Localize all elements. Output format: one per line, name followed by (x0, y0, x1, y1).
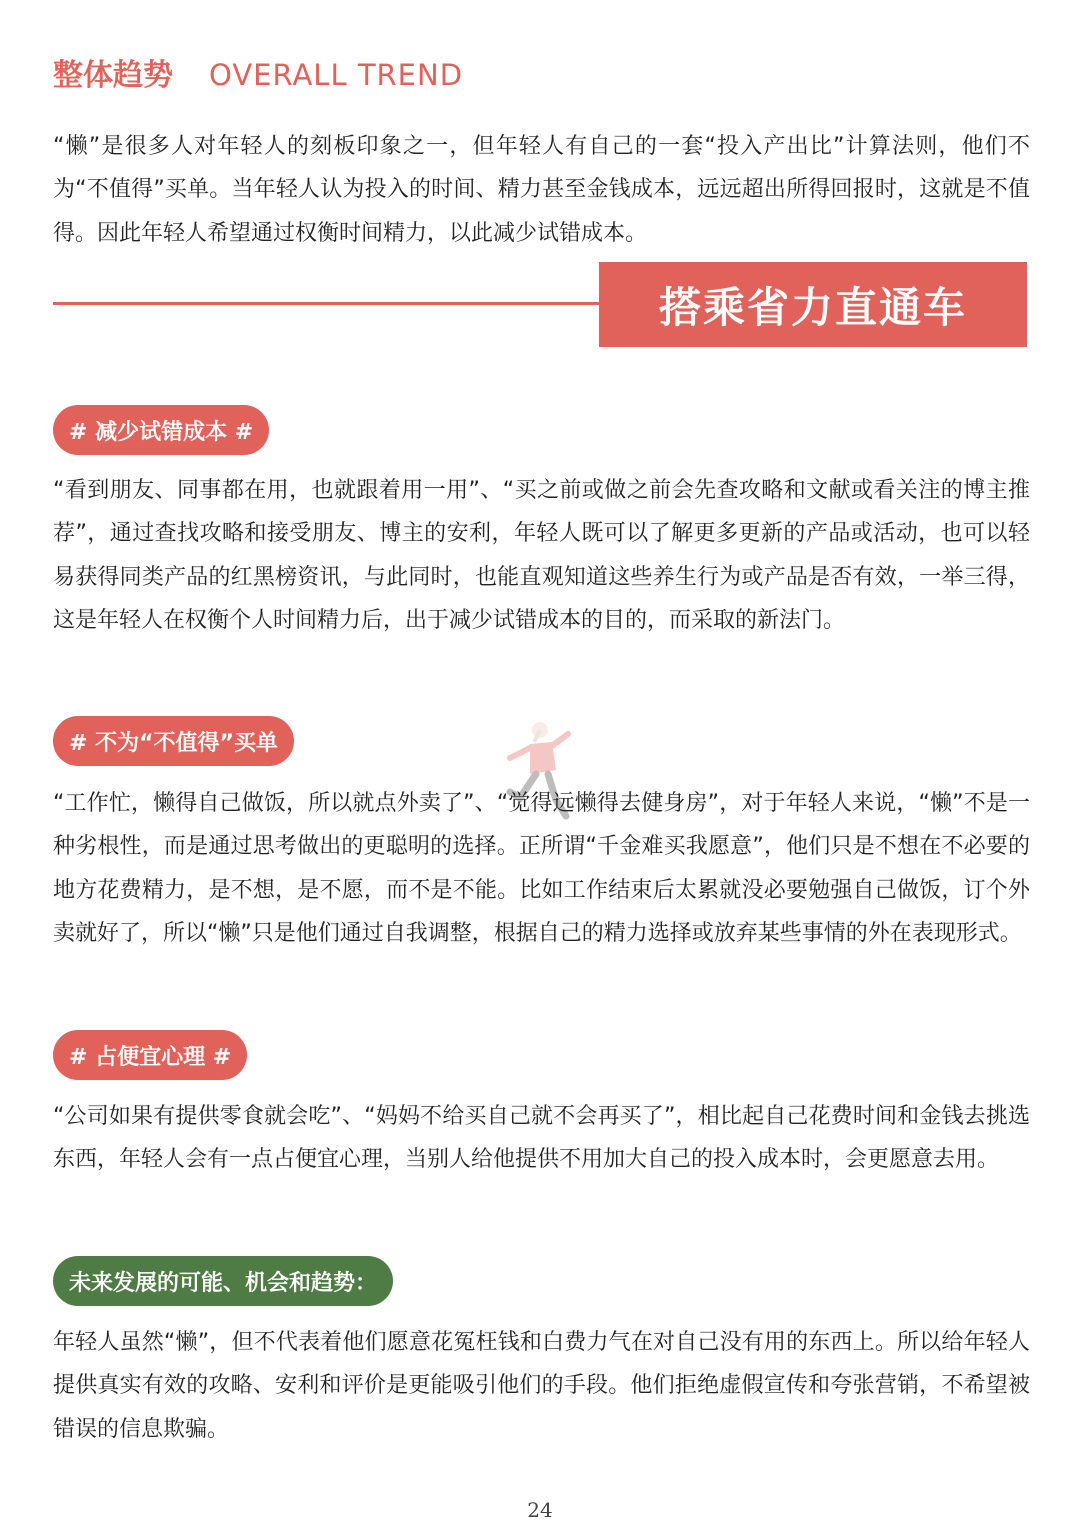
topic-tag-reduce-trial-cost: # 减少试错成本 # (53, 405, 269, 455)
header-title-cn: 整体趋势 (53, 58, 173, 93)
section-divider-line (53, 302, 613, 305)
topic-paragraph-reduce-trial-cost: “看到朋友、同事都在用，也就跟着用一用”、“买之前或做之前会先查攻略和文献或看关注的博主推荐”，通过查找攻略和接受朋友、博主的安利，年轻人既可以了解更多更新的产品或活动，也可以轻易获得同类产品的红黑榜资讯，与此同时，也能直观知道这些养生行为或产品是否有效，一举三得，这是年轻人在权衡个人时间精力后，出于减少试错成本的目的，而采取的新法门。 (53, 478, 1030, 633)
page-number: 24 (527, 1498, 553, 1522)
future-trend-tag: 未来发展的可能、机会和趋势： (53, 1256, 393, 1306)
page-header (53, 50, 463, 94)
topic-paragraph-bargain-mentality: “公司如果有提供零食就会吃”、“妈妈不给买自己就不会再买了”，相比起自己花费时间和金钱去挑选东西，年轻人会有一点占便宜心理，当别人给他提供不用加大自己的投入成本时，会更愿意去用。 (53, 1104, 1030, 1173)
section-title-banner: 搭乘省力直通车 (599, 262, 1027, 347)
topic-tag-bargain-mentality: # 占便宜心理 # (53, 1030, 247, 1080)
future-trend-paragraph: 年轻人虽然“懒”，但不代表着他们愿意花冤枉钱和白费力气在对自己没有用的东西上。所以给年轻人提供真实有效的攻略、安利和评价是更能吸引他们的手段。他们拒绝虚假宣传和夸张营销，不希望被错误的信息欺骗。 (53, 1330, 1030, 1442)
topic-paragraph-not-worth-it: “工作忙，懒得自己做饭，所以就点外卖了”、“觉得远懒得去健身房”，对于年轻人来说，“懒”不是一种劣根性，而是通过思考做出的更聪明的选择。正所谓“千金难买我愿意”，他们只是不想在不必要的地方花费精力，是不想，是不愿，而不是不能。比如工作结束后太累就没必要勉强自己做饭，订个外卖就好了，所以“懒”只是他们通过自我调整，根据自己的精力选择或放弃某些事情的外在表现形式。 (53, 791, 1030, 946)
topic-tag-not-worth-it: # 不为“不值得”买单 (53, 716, 294, 766)
header-title-en: OVERALL TREND (209, 58, 464, 92)
intro-paragraph: “懒”是很多人对年轻人的刻板印象之一，但年轻人有自己的一套“投入产出比”计算法则，他们不为“不值得”买单。当年轻人认为投入的时间、精力甚至金钱成本，远远超出所得回报时，这就是不值得。因此年轻人希望通过权衡时间精力，以此减少试错成本。 (53, 134, 1030, 246)
